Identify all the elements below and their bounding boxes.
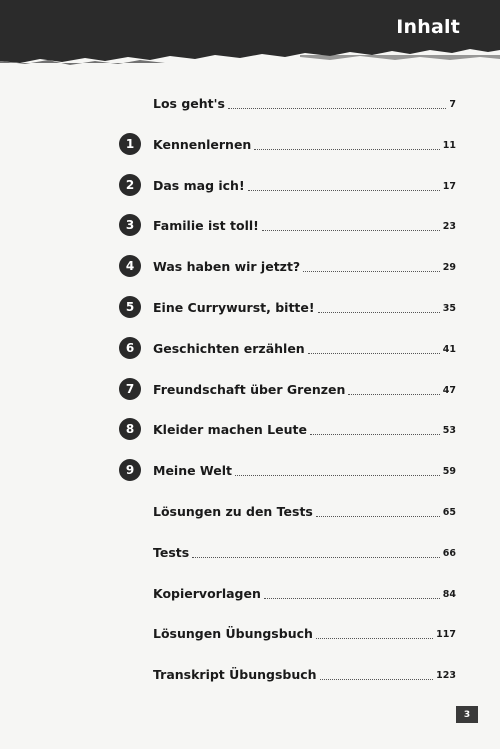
unit-number-badge: 9 xyxy=(119,459,141,481)
toc-entry xyxy=(0,418,500,440)
dot-leader xyxy=(318,312,440,313)
unit-number-badge: 4 xyxy=(119,255,141,277)
toc-entry xyxy=(0,337,500,359)
toc-entry-page: 84 xyxy=(442,589,456,600)
dot-leader xyxy=(303,271,440,272)
toc-entry-page: 59 xyxy=(442,466,456,477)
toc-entry xyxy=(0,500,500,522)
unit-number-badge: 6 xyxy=(119,337,141,359)
dot-leader xyxy=(316,638,433,639)
unit-number-badge: 1 xyxy=(119,133,141,155)
toc-entry xyxy=(0,296,500,318)
dot-leader xyxy=(235,475,440,476)
toc-entry xyxy=(0,582,500,604)
dot-leader xyxy=(316,516,440,517)
toc-entry-title: Das mag ich! xyxy=(153,178,245,193)
toc-entry-page: 7 xyxy=(449,99,456,110)
toc-entry-title: Los geht's xyxy=(153,96,225,111)
toc-entry-title: Kennenlernen xyxy=(153,137,252,152)
toc-entry xyxy=(0,663,500,685)
unit-number-badge: 3 xyxy=(119,214,141,236)
toc-entry xyxy=(0,541,500,563)
toc-entry-line xyxy=(153,337,456,359)
toc-entry-page: 11 xyxy=(442,140,456,151)
toc-entry-title: Kopiervorlagen xyxy=(153,586,261,601)
toc-entry-line xyxy=(153,500,456,522)
toc-entry-line xyxy=(153,378,456,400)
toc-entry-line xyxy=(153,133,456,155)
toc-entry xyxy=(0,174,500,196)
unit-number-badge: 2 xyxy=(119,174,141,196)
toc-entry-line xyxy=(153,459,456,481)
dot-leader xyxy=(262,230,440,231)
dot-leader xyxy=(320,679,434,680)
toc-entry xyxy=(0,92,500,114)
toc-entry-page: 35 xyxy=(442,303,456,314)
dot-leader xyxy=(248,190,440,191)
dot-leader xyxy=(192,557,440,558)
toc-entry-page: 29 xyxy=(442,262,456,273)
toc-entry-page: 17 xyxy=(442,181,456,192)
toc-entry-title: Tests xyxy=(153,545,190,560)
toc-entry-line xyxy=(153,582,456,604)
unit-number-badge: 8 xyxy=(119,418,141,440)
toc-entry-page: 41 xyxy=(442,344,456,355)
dot-leader xyxy=(264,598,440,599)
toc-entry-line xyxy=(153,296,456,318)
unit-number-badge: 5 xyxy=(119,296,141,318)
toc-entry-page: 117 xyxy=(436,629,456,640)
dot-leader xyxy=(310,434,440,435)
toc-entry-title: Was haben wir jetzt? xyxy=(153,259,301,274)
toc-entry xyxy=(0,255,500,277)
toc-entry-line xyxy=(153,92,456,114)
toc-entry-title: Lösungen zu den Tests xyxy=(153,504,313,519)
toc-entry-line xyxy=(153,174,456,196)
dot-leader xyxy=(228,108,446,109)
toc-entry xyxy=(0,459,500,481)
dot-leader xyxy=(254,149,439,150)
dot-leader xyxy=(348,394,439,395)
toc-entry-title: Meine Welt xyxy=(153,463,233,478)
toc-entry-page: 65 xyxy=(442,507,456,518)
page-number: 3 xyxy=(456,706,478,723)
toc-entry-title: Eine Currywurst, bitte! xyxy=(153,300,315,315)
toc-entry-title: Transkript Übungsbuch xyxy=(153,667,317,682)
toc-entry-line xyxy=(153,418,456,440)
toc-entry-title: Familie ist toll! xyxy=(153,218,259,233)
toc-entry-title: Freundschaft über Grenzen xyxy=(153,382,346,397)
toc-entry-title: Geschichten erzählen xyxy=(153,341,305,356)
page-title: Inhalt xyxy=(396,16,460,38)
toc-entry-line xyxy=(153,214,456,236)
toc-entry-line xyxy=(153,255,456,277)
toc-entry-page: 53 xyxy=(442,425,456,436)
toc-entry-title: Lösungen Übungsbuch xyxy=(153,626,313,641)
toc-entry-line xyxy=(153,663,456,685)
toc-entry xyxy=(0,622,500,644)
unit-number-badge: 7 xyxy=(119,378,141,400)
toc-entry-page: 23 xyxy=(442,221,456,232)
toc-entry-page: 66 xyxy=(442,548,456,559)
dot-leader xyxy=(308,353,440,354)
toc-entry-line xyxy=(153,622,456,644)
toc-entry-page: 123 xyxy=(436,670,456,681)
toc-entry xyxy=(0,378,500,400)
toc-entry xyxy=(0,133,500,155)
toc-entry xyxy=(0,214,500,236)
toc-entry-line xyxy=(153,541,456,563)
toc-entry-title: Kleider machen Leute xyxy=(153,422,307,437)
toc-entry-page: 47 xyxy=(442,385,456,396)
